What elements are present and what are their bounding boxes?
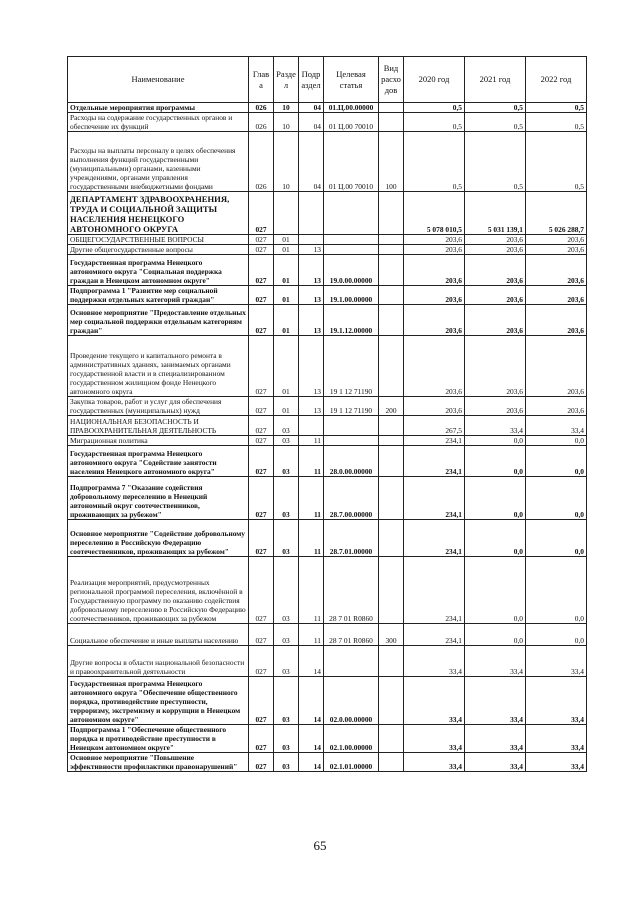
row-name-cell: Реализация мероприятий, предусмотренных региональной программой переселения, включённой в Государственную программу по оказанию содействия добровольному переселению в Российскую Федерацию соотечественников, проживающих за рубежом — [68, 557, 249, 624]
row-podrazdel-cell: 13 — [299, 286, 324, 305]
table-row — [68, 677, 587, 725]
row-razdel-cell: 03 — [274, 520, 299, 557]
row-razdel-cell: 01 — [274, 255, 299, 286]
table-row — [68, 255, 587, 286]
row-expense-type-cell — [379, 235, 404, 245]
table-row — [68, 397, 587, 416]
row-name-cell: ОБЩЕГОСУДАРСТВЕННЫЕ ВОПРОСЫ — [68, 235, 249, 245]
row-podrazdel-cell — [299, 192, 324, 235]
row-target-article-cell: 28 7 01 R0860 — [324, 624, 379, 646]
row-name-cell: Проведение текущего и капитального ремонта в административных зданиях, занимаемых органами государственной власти и в специализированном государственном жилищном фонде Ненецкого автономного округа — [68, 336, 249, 397]
table-row — [68, 235, 587, 245]
row-razdel-cell: 03 — [274, 677, 299, 725]
row-2020-cell: 203,6 — [404, 286, 465, 305]
row-podrazdel-cell: 11 — [299, 624, 324, 646]
row-expense-type-cell — [379, 286, 404, 305]
row-glava-cell: 027 — [249, 646, 274, 677]
row-target-article-cell: 28.7.01.00000 — [324, 520, 379, 557]
row-2020-cell: 33,4 — [404, 753, 465, 772]
row-podrazdel-cell: 11 — [299, 436, 324, 446]
row-target-article-cell: 01 Ц.00 70010 — [324, 113, 379, 132]
row-2022-cell: 33,4 — [526, 753, 587, 772]
col-header-name: Наименование — [68, 57, 249, 103]
row-2020-cell: 0,5 — [404, 113, 465, 132]
table-row — [68, 103, 587, 113]
row-target-article-cell — [324, 235, 379, 245]
row-2021-cell: 5 031 139,1 — [465, 192, 526, 235]
row-target-article-cell: 01.Ц.00.00000 — [324, 103, 379, 113]
row-2020-cell: 33,4 — [404, 646, 465, 677]
row-target-article-cell: 02.1.00.00000 — [324, 725, 379, 753]
row-podrazdel-cell: 13 — [299, 255, 324, 286]
row-target-article-cell: 01 Ц.00 70010 — [324, 132, 379, 192]
row-target-article-cell — [324, 192, 379, 235]
row-expense-type-cell — [379, 103, 404, 113]
row-name-cell: Расходы на выплаты персоналу в целях обеспечения выполнения функций государственными (муниципальными) органами, казенными учреждениями, органами управления государственными внебюджетными фондами — [68, 132, 249, 192]
row-2020-cell: 33,4 — [404, 725, 465, 753]
row-expense-type-cell — [379, 192, 404, 235]
row-2020-cell: 234,1 — [404, 557, 465, 624]
row-razdel-cell: 03 — [274, 446, 299, 477]
row-glava-cell: 027 — [249, 725, 274, 753]
row-2021-cell: 0,5 — [465, 113, 526, 132]
row-2022-cell: 0,0 — [526, 436, 587, 446]
row-name-cell: Подпрограмма 1 "Развитие мер социальной поддержки отдельных категорий граждан" — [68, 286, 249, 305]
row-glava-cell: 027 — [249, 397, 274, 416]
row-2021-cell: 33,4 — [465, 753, 526, 772]
row-target-article-cell: 19.1.12.00000 — [324, 305, 379, 336]
table-row — [68, 336, 587, 397]
row-2022-cell: 203,6 — [526, 286, 587, 305]
row-2021-cell: 0,0 — [465, 520, 526, 557]
row-glava-cell: 027 — [249, 305, 274, 336]
row-expense-type-cell — [379, 113, 404, 132]
row-podrazdel-cell: 14 — [299, 725, 324, 753]
row-2022-cell: 203,6 — [526, 336, 587, 397]
table-header-row — [68, 57, 587, 103]
table-row — [68, 436, 587, 446]
row-podrazdel-cell: 11 — [299, 477, 324, 520]
row-target-article-cell: 28.7.00.00000 — [324, 477, 379, 520]
row-2021-cell: 0,0 — [465, 436, 526, 446]
row-podrazdel-cell: 13 — [299, 336, 324, 397]
row-glava-cell: 027 — [249, 286, 274, 305]
row-2021-cell: 0,0 — [465, 477, 526, 520]
col-header-target-article: Целевая статья — [324, 57, 379, 103]
row-expense-type-cell — [379, 255, 404, 286]
row-name-cell: Отдельные мероприятия программы — [68, 103, 249, 113]
row-name-cell: Государственная программа Ненецкого автономного округа "Социальная поддержка граждан в Ненецком автономном округе" — [68, 255, 249, 286]
row-expense-type-cell — [379, 477, 404, 520]
col-header-expense-type: Вид расхо дов — [379, 57, 404, 103]
row-2020-cell: 234,1 — [404, 477, 465, 520]
row-glava-cell: 027 — [249, 753, 274, 772]
row-podrazdel-cell — [299, 416, 324, 436]
row-glava-cell: 027 — [249, 477, 274, 520]
row-razdel-cell: 01 — [274, 235, 299, 245]
row-target-article-cell: 02.1.01.00000 — [324, 753, 379, 772]
table-row — [68, 113, 587, 132]
col-header-2021: 2021 год — [465, 57, 526, 103]
row-expense-type-cell — [379, 336, 404, 397]
row-target-article-cell: 19 1 12 71190 — [324, 336, 379, 397]
row-glava-cell: 027 — [249, 192, 274, 235]
col-header-2020: 2020 год — [404, 57, 465, 103]
table-row — [68, 624, 587, 646]
row-2021-cell: 33,4 — [465, 646, 526, 677]
row-glava-cell: 027 — [249, 624, 274, 646]
row-glava-cell: 026 — [249, 132, 274, 192]
table-row — [68, 520, 587, 557]
row-glava-cell: 027 — [249, 557, 274, 624]
row-2020-cell: 203,6 — [404, 255, 465, 286]
row-2020-cell: 203,6 — [404, 397, 465, 416]
row-name-cell: Основное мероприятие "Повышение эффективности профилактики правонарушений" — [68, 753, 249, 772]
table-row — [68, 286, 587, 305]
row-razdel-cell: 01 — [274, 336, 299, 397]
row-2022-cell: 33,4 — [526, 677, 587, 725]
row-expense-type-cell — [379, 557, 404, 624]
row-2020-cell: 0,5 — [404, 103, 465, 113]
row-expense-type-cell — [379, 725, 404, 753]
row-name-cell: Миграционная политика — [68, 436, 249, 446]
row-razdel-cell: 01 — [274, 305, 299, 336]
row-glava-cell: 027 — [249, 520, 274, 557]
row-2022-cell: 0,0 — [526, 477, 587, 520]
row-2021-cell: 0,5 — [465, 132, 526, 192]
row-2020-cell: 267,5 — [404, 416, 465, 436]
row-podrazdel-cell: 04 — [299, 132, 324, 192]
row-razdel-cell: 03 — [274, 624, 299, 646]
row-2020-cell: 33,4 — [404, 677, 465, 725]
table-row — [68, 477, 587, 520]
row-expense-type-cell — [379, 753, 404, 772]
row-2021-cell: 203,6 — [465, 286, 526, 305]
row-2022-cell: 203,6 — [526, 305, 587, 336]
page-number: 65 — [313, 838, 327, 853]
row-podrazdel-cell: 11 — [299, 446, 324, 477]
row-razdel-cell: 03 — [274, 477, 299, 520]
row-podrazdel-cell: 04 — [299, 103, 324, 113]
row-podrazdel-cell: 14 — [299, 753, 324, 772]
row-2022-cell: 0,0 — [526, 520, 587, 557]
row-2022-cell: 0,5 — [526, 132, 587, 192]
row-2022-cell: 33,4 — [526, 646, 587, 677]
row-2022-cell: 203,6 — [526, 397, 587, 416]
row-2020-cell: 234,1 — [404, 624, 465, 646]
row-podrazdel-cell: 14 — [299, 646, 324, 677]
row-podrazdel-cell: 13 — [299, 245, 324, 255]
table-row — [68, 446, 587, 477]
row-razdel-cell: 03 — [274, 753, 299, 772]
row-target-article-cell: 19.1.00.00000 — [324, 286, 379, 305]
row-2022-cell: 0,0 — [526, 446, 587, 477]
row-2022-cell: 0,5 — [526, 103, 587, 113]
row-razdel-cell: 10 — [274, 132, 299, 192]
col-header-podrazdel: Подр аздел — [299, 57, 324, 103]
row-podrazdel-cell: 11 — [299, 557, 324, 624]
table-row — [68, 132, 587, 192]
row-name-cell: Основное мероприятие "Предоставление отдельных мер социальной поддержки отдельным категориям граждан" — [68, 305, 249, 336]
row-target-article-cell — [324, 245, 379, 255]
row-razdel-cell — [274, 192, 299, 235]
table-row — [68, 192, 587, 235]
row-target-article-cell: 19 1 12 71190 — [324, 397, 379, 416]
row-razdel-cell: 03 — [274, 436, 299, 446]
row-2020-cell: 234,1 — [404, 446, 465, 477]
row-expense-type-cell — [379, 446, 404, 477]
row-2021-cell: 33,4 — [465, 725, 526, 753]
row-2020-cell: 5 078 010,5 — [404, 192, 465, 235]
table-body — [68, 103, 587, 772]
row-glava-cell: 026 — [249, 113, 274, 132]
row-2021-cell: 0,0 — [465, 624, 526, 646]
row-razdel-cell: 03 — [274, 646, 299, 677]
row-2021-cell: 203,6 — [465, 305, 526, 336]
row-2020-cell: 203,6 — [404, 336, 465, 397]
row-target-article-cell — [324, 416, 379, 436]
row-expense-type-cell: 200 — [379, 397, 404, 416]
row-2020-cell: 0,5 — [404, 132, 465, 192]
row-2021-cell: 0,0 — [465, 557, 526, 624]
row-glava-cell: 027 — [249, 255, 274, 286]
row-name-cell: Социальное обеспечение и иные выплаты населению — [68, 624, 249, 646]
col-header-razdel: Разде л — [274, 57, 299, 103]
row-2021-cell: 203,6 — [465, 336, 526, 397]
row-glava-cell: 027 — [249, 416, 274, 436]
row-name-cell: Подпрограмма 1 "Обеспечение общественного порядка и противодействие преступности в Ненецком автономном округе" — [68, 725, 249, 753]
row-2022-cell: 5 026 288,7 — [526, 192, 587, 235]
row-2022-cell: 203,6 — [526, 255, 587, 286]
row-2022-cell: 0,5 — [526, 113, 587, 132]
row-name-cell: Другие вопросы в области национальной безопасности и правоохранительной деятельности — [68, 646, 249, 677]
row-name-cell: Расходы на содержание государственных органов и обеспечение их функций — [68, 113, 249, 132]
row-glava-cell: 027 — [249, 235, 274, 245]
row-expense-type-cell: 100 — [379, 132, 404, 192]
row-podrazdel-cell: 14 — [299, 677, 324, 725]
row-2020-cell: 203,6 — [404, 245, 465, 255]
row-razdel-cell: 01 — [274, 286, 299, 305]
row-2020-cell: 203,6 — [404, 235, 465, 245]
row-expense-type-cell — [379, 646, 404, 677]
row-2021-cell: 33,4 — [465, 677, 526, 725]
table-row — [68, 245, 587, 255]
row-podrazdel-cell: 04 — [299, 113, 324, 132]
row-2021-cell: 0,0 — [465, 446, 526, 477]
row-2021-cell: 33,4 — [465, 416, 526, 436]
row-glava-cell: 027 — [249, 446, 274, 477]
row-2020-cell: 234,1 — [404, 520, 465, 557]
row-name-cell: Государственная программа Ненецкого автономного округа "Обеспечение общественного порядка, противодействие преступности, терроризму, экстремизму и коррупции в Ненецком автономном округе" — [68, 677, 249, 725]
row-2021-cell: 203,6 — [465, 397, 526, 416]
row-expense-type-cell — [379, 436, 404, 446]
row-glava-cell: 027 — [249, 336, 274, 397]
row-podrazdel-cell — [299, 235, 324, 245]
row-name-cell: НАЦИОНАЛЬНАЯ БЕЗОПАСНОСТЬ И ПРАВООХРАНИТЕЛЬНАЯ ДЕЯТЕЛЬНОСТЬ — [68, 416, 249, 436]
row-razdel-cell: 03 — [274, 416, 299, 436]
row-razdel-cell: 10 — [274, 103, 299, 113]
row-2021-cell: 0,5 — [465, 103, 526, 113]
budget-table — [67, 56, 587, 772]
row-2021-cell: 203,6 — [465, 255, 526, 286]
row-name-cell: Государственная программа Ненецкого автономного округа "Содействие занятости населения Ненецкого автономного округа" — [68, 446, 249, 477]
row-2020-cell: 234,1 — [404, 436, 465, 446]
row-podrazdel-cell: 13 — [299, 397, 324, 416]
row-target-article-cell: 28.0.00.00000 — [324, 446, 379, 477]
row-name-cell: ДЕПАРТАМЕНТ ЗДРАВООХРАНЕНИЯ, ТРУДА И СОЦИАЛЬНОЙ ЗАЩИТЫ НАСЕЛЕНИЯ НЕНЕЦКОГО АВТОНОМНОГО ОКРУГА — [68, 192, 249, 235]
row-name-cell: Закупка товаров, работ и услуг для обеспечения государственных (муниципальных) нужд — [68, 397, 249, 416]
table-row — [68, 416, 587, 436]
row-2021-cell: 203,6 — [465, 245, 526, 255]
table-row — [68, 557, 587, 624]
row-razdel-cell: 01 — [274, 397, 299, 416]
row-expense-type-cell — [379, 677, 404, 725]
row-expense-type-cell — [379, 245, 404, 255]
row-expense-type-cell — [379, 520, 404, 557]
row-name-cell: Основное мероприятие "Содействие добровольному переселению в Российскую Федерацию соотечественников, проживающих за рубежом" — [68, 520, 249, 557]
row-podrazdel-cell: 11 — [299, 520, 324, 557]
row-glava-cell: 027 — [249, 677, 274, 725]
row-razdel-cell: 10 — [274, 113, 299, 132]
row-target-article-cell: 19.0.00.00000 — [324, 255, 379, 286]
row-target-article-cell — [324, 436, 379, 446]
table-row — [68, 753, 587, 772]
row-expense-type-cell — [379, 305, 404, 336]
row-2022-cell: 33,4 — [526, 725, 587, 753]
col-header-2022: 2022 год — [526, 57, 587, 103]
row-expense-type-cell: 300 — [379, 624, 404, 646]
row-2020-cell: 203,6 — [404, 305, 465, 336]
row-2022-cell: 0,0 — [526, 624, 587, 646]
row-podrazdel-cell: 13 — [299, 305, 324, 336]
row-glava-cell: 026 — [249, 103, 274, 113]
row-2022-cell: 0,0 — [526, 557, 587, 624]
row-razdel-cell: 03 — [274, 725, 299, 753]
row-name-cell: Другие общегосударственные вопросы — [68, 245, 249, 255]
row-glava-cell: 027 — [249, 245, 274, 255]
row-2022-cell: 203,6 — [526, 235, 587, 245]
table-row — [68, 725, 587, 753]
row-glava-cell: 027 — [249, 436, 274, 446]
row-target-article-cell: 02.0.00.00000 — [324, 677, 379, 725]
row-name-cell: Подпрограмма 7 "Оказание содействия добровольному переселению в Ненецкий автономный округ соотечественников, проживающих за рубежом" — [68, 477, 249, 520]
row-target-article-cell — [324, 646, 379, 677]
row-expense-type-cell — [379, 416, 404, 436]
table-row — [68, 305, 587, 336]
row-razdel-cell: 01 — [274, 245, 299, 255]
row-target-article-cell: 28 7 01 R0860 — [324, 557, 379, 624]
row-2022-cell: 33,4 — [526, 416, 587, 436]
row-razdel-cell: 03 — [274, 557, 299, 624]
row-2021-cell: 203,6 — [465, 235, 526, 245]
row-2022-cell: 203,6 — [526, 245, 587, 255]
table-row — [68, 646, 587, 677]
col-header-glava: Глав а — [249, 57, 274, 103]
